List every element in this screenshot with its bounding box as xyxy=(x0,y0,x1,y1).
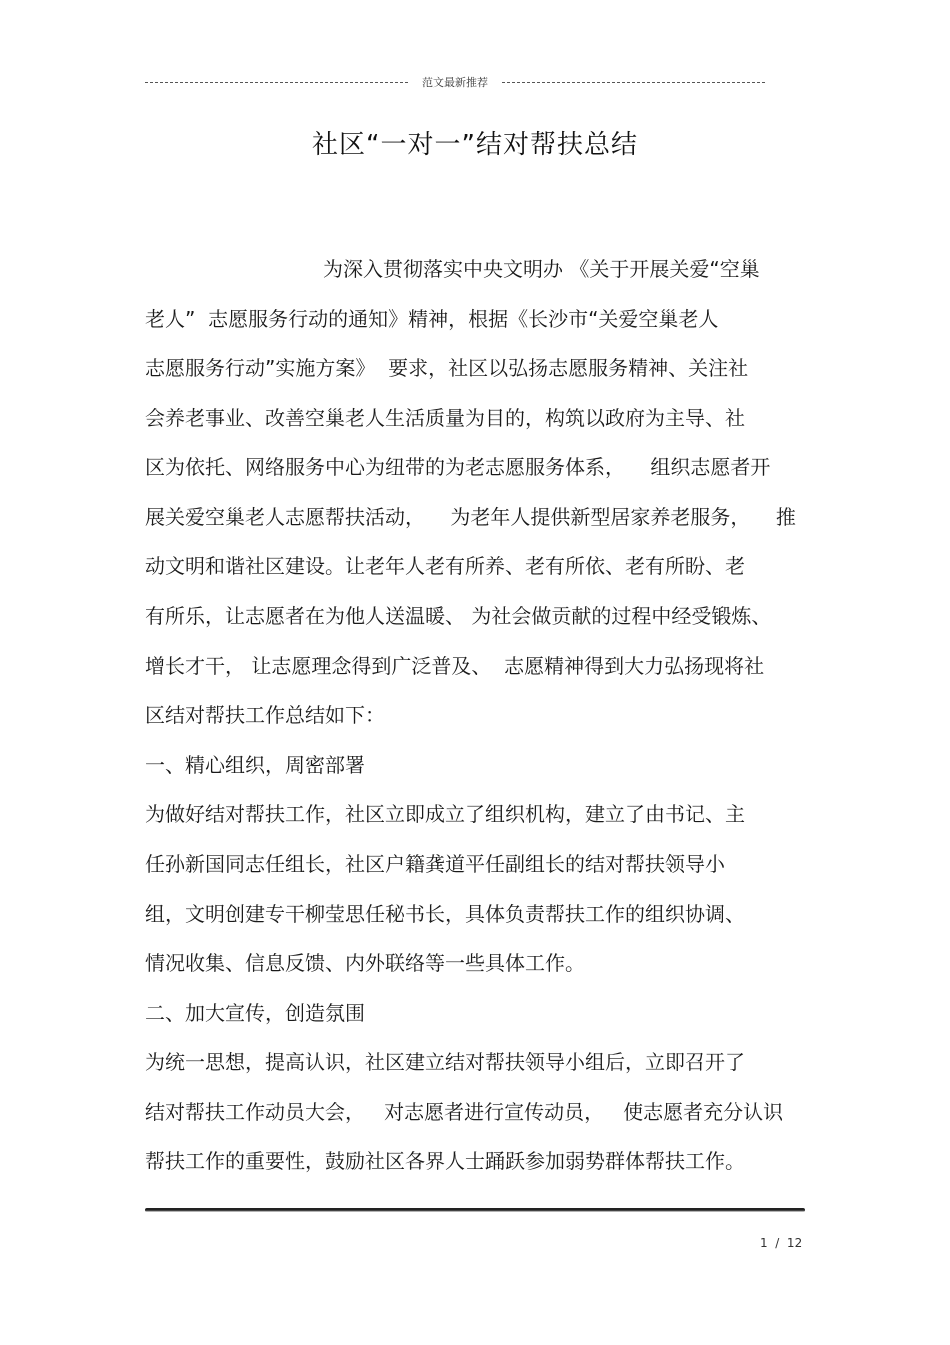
footer-divider xyxy=(145,1208,805,1212)
body-line: 有所乐，让志愿者在为他人送温暖、 为社会做贡献的过程中经受锻炼、 xyxy=(145,604,772,628)
body-line: 帮扶工作的重要性，鼓励社区各界人士踊跃参加弱势群体帮扶工作。 xyxy=(145,1149,745,1173)
body-line: 为做好结对帮扶工作，社区立即成立了组织机构，建立了由书记、主 xyxy=(145,802,745,826)
header-text: 范文最新推荐 xyxy=(422,76,488,89)
page-number: 1 / 12 xyxy=(760,1236,803,1250)
body-line: 任孙新国同志任组长，社区户籍龚道平任副组长的结对帮扶领导小 xyxy=(145,852,725,876)
body-line: 区结对帮扶工作总结如下： xyxy=(145,703,385,727)
header-dash-right xyxy=(502,82,765,83)
document-title: 社区“一对一”结对帮扶总结 xyxy=(312,130,638,160)
body-line: 结对帮扶工作动员大会， 对志愿者进行宣传动员， 使志愿者充分认识 xyxy=(145,1100,784,1124)
body-line: 会养老事业、改善空巢老人生活质量为目的，构筑以政府为主导、社 xyxy=(145,406,745,430)
header-dash-left xyxy=(145,82,408,83)
body-line: 志愿服务行动”实施方案》 要求，社区以弘扬志愿服务精神、关注社 xyxy=(145,356,749,380)
body-line: 增长才干， 让志愿理念得到广泛普及、 志愿精神得到大力弘扬现将社 xyxy=(145,654,765,678)
body-line: 为深入贯彻落实中央文明办 《关于开展关爱“空巢 xyxy=(323,257,760,281)
section-heading: 一、精心组织，周密部署 xyxy=(145,753,365,777)
body-line: 为统一思想，提高认识，社区建立结对帮扶领导小组后，立即召开了 xyxy=(145,1050,745,1074)
body-line: 情况收集、信息反馈、内外联络等一些具体工作。 xyxy=(145,951,585,975)
body-line: 区为依托、网络服务中心为纽带的为老志愿服务体系， 组织志愿者开 xyxy=(145,455,771,479)
body-line: 动文明和谐社区建设。让老年人老有所养、老有所依、老有所盼、老 xyxy=(145,554,745,578)
section-heading: 二、加大宣传，创造氛围 xyxy=(145,1001,365,1025)
body-line: 展关爱空巢老人志愿帮扶活动， 为老年人提供新型居家养老服务， 推 xyxy=(145,505,796,529)
body-line: 老人” 志愿服务行动的通知》精神，根据《长沙市“关爱空巢老人 xyxy=(145,307,719,331)
body-line: 组，文明创建专干柳莹思任秘书长，具体负责帮扶工作的组织协调、 xyxy=(145,902,745,926)
page-header xyxy=(145,72,765,92)
